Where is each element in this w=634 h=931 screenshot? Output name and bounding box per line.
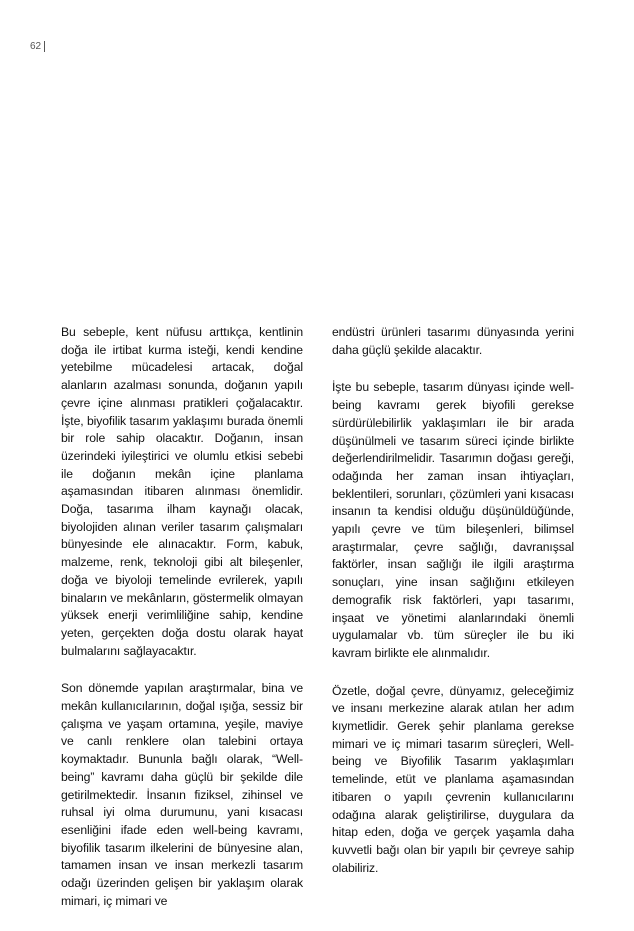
right-column	[332, 324, 574, 897]
page-number: 62	[30, 41, 45, 52]
paragraph: İşte bu sebeple, tasarım dünyası içinde well-being kavramı gerek biyofili gerekse sürdürülebilirlik yaklaşımları ile bir arada düşünülmeli ve tasarım süreci içinde birlikte değerlendirilmelidir. Tasarımın doğası gereği, odağında her zaman insan ihtiyaçları, beklentileri, sorunları, çözümleri yani kısacası insanın ta kendisi olduğu düşünüldüğünde, yapılı çevre ve tüm bileşenleri, bilimsel araştırmalar, çevre sağlığı, davranışsal faktörler, insan sağlığı ile ilgili araştırma sonuçları, yine insan sağlığını etkileyen demografik risk faktörleri, yapı tasarımı, inşaat ve yönetimi alanlarındaki önemli uygulamalar vb. tüm süreçler ile bu iki kavram birlikte ele alınmalıdır.	[332, 380, 574, 660]
paragraph: Bu sebeple, kent nüfusu arttıkça, kentlinin doğa ile irtibat kurma isteği, kendi kendine yetebilme mücadelesi artacak, doğal alanların azalması sonunda, doğanın yapılı çevre içine alınması pratikleri çoğalacaktır. İşte, biyofilik tasarım yaklaşımı burada önemli bir role sahip olacaktır. Doğanın, insan üzerindeki iyileştirici ve olumlu etkisi sebebi ile doğanın mekân içine planlama aşamasından itibaren alınması önemlidir. Doğa, tasarıma ilham kaynağı olacak, biyolojiden alınan veriler tasarım çalışmaları bünyesinde ele alınacaktır. Form, kabuk, malzeme, renk, teknoloji gibi alt bileşenler, doğa ve biyoloji temelinde evrilerek, yapılı binaların ve mekânların, göstermelik olmayan yüksek enerji verimliliğine sahip, kendine yeten, gerçekten doğa dostu olarak hayat bulmalarını sağlayacaktır.	[61, 325, 303, 658]
paragraph: Son dönemde yapılan araştırmalar, bina ve mekân kullanıcılarının, doğal ışığa, sessiz bir çalışma ve yaşam ortamına, yeşile, maviye ve canlı renklere olan talebini ortaya koymaktadır. Bununla bağlı olarak, “Well-being” kavramı daha güçlü bir şekilde dile getirilmektedir. İnsanın fiziksel, zihinsel ve ruhsal iyi olma durumunu, yani kısacası esenliğini ifade eden well-being kavramı, biyofilik tasarım ilkelerini de bünyesine alan, tamamen insan ve insan merkezli tasarım odağı üzerinden gelişen bir yaklaşım olarak mimari, iç mimari ve	[61, 681, 303, 908]
left-column	[61, 324, 303, 931]
paragraph: Özetle, doğal çevre, dünyamız, geleceğimiz ve insanı merkezine alarak atılan her adım kıymetlidir. Gerek şehir planlama gerekse mimari ve iç mimari tasarım süreçleri, Well-being ve Biyofilik Tasarım yaklaşımları temelinde, etüt ve planlama aşamasından itibaren o yapılı çevrenin kullanıcılarını odağına alarak geliştirilirse, duygulara da hitap eden, doğa ve gerçek yaşamla daha kuvvetli bağı olan bir yapılı bir çevreye sahip olabiliriz.	[332, 683, 574, 875]
paragraph: endüstri ürünleri tasarımı dünyasında yerini daha güçlü şekilde alacaktır.	[332, 325, 574, 357]
